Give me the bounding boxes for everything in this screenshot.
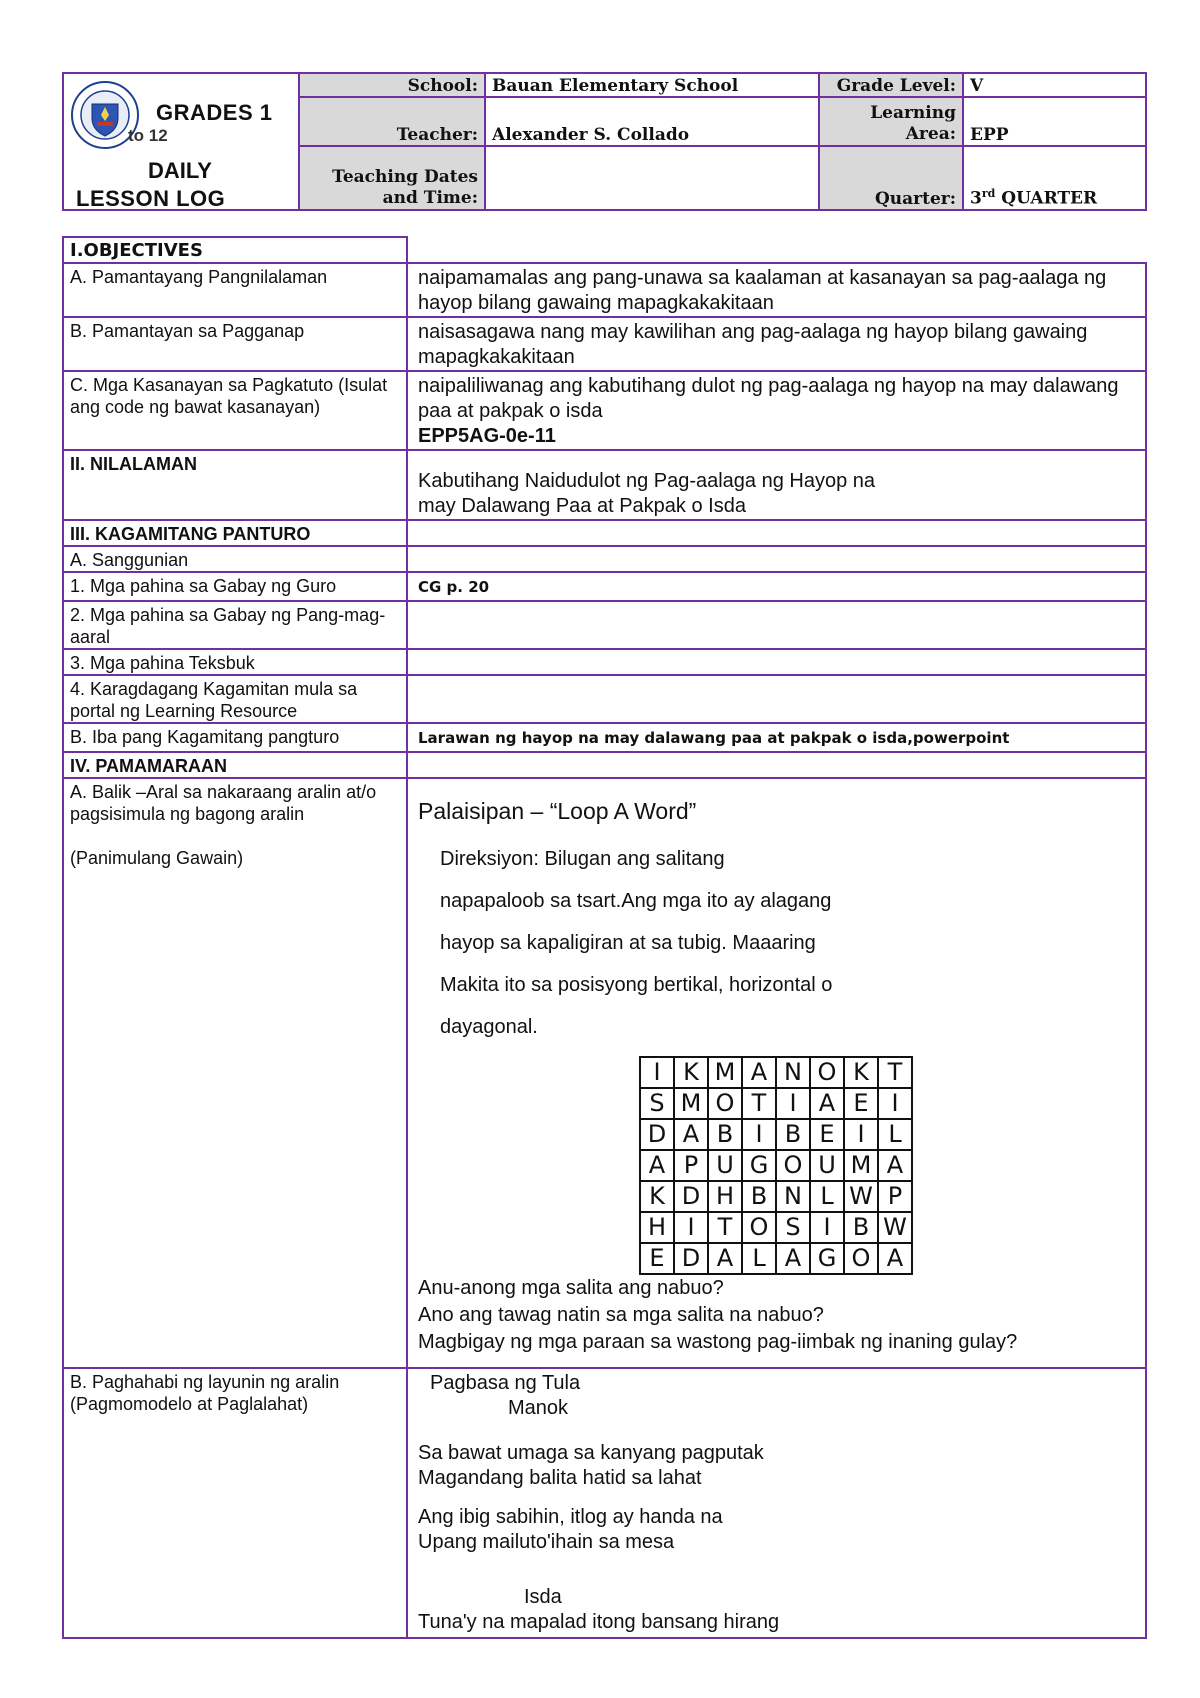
- word-grid-cell[interactable]: K: [674, 1057, 708, 1088]
- question-2: Ano ang tawag natin sa mga salita na nabuo?: [418, 1304, 824, 1326]
- word-grid-cell[interactable]: I: [742, 1119, 776, 1150]
- other-materials-value: Larawan ng hayop na may dalawang paa at pakpak o isda,powerpoint: [407, 723, 1146, 752]
- word-grid-cell[interactable]: W: [844, 1181, 878, 1212]
- poem-line-4: Upang mailuto'ihain sa mesa: [418, 1531, 675, 1553]
- header-table: [62, 72, 1147, 211]
- word-grid-cell[interactable]: K: [844, 1057, 878, 1088]
- word-grid-cell[interactable]: I: [674, 1212, 708, 1243]
- materials-heading-blank: [407, 520, 1146, 546]
- textbook-label: 3. Mga pahina Teksbuk: [63, 649, 407, 675]
- competency-label: C. Mga Kasanayan sa Pagkatuto (Isulat ang code ng bawat kasanayan): [63, 371, 407, 450]
- word-grid: [639, 1056, 913, 1275]
- puzzle-title: Palaisipan – “Loop A Word”: [418, 798, 697, 824]
- word-grid-row: [640, 1212, 912, 1243]
- competency-code: EPP5AG-0e-11: [418, 425, 556, 447]
- word-grid-cell[interactable]: H: [640, 1212, 674, 1243]
- question-1: Anu-anong mga salita ang nabuo?: [418, 1277, 724, 1299]
- dates-value[interactable]: [485, 146, 819, 210]
- poem-line-5: Tuna'y na mapalad itong bansang hirang: [418, 1611, 780, 1633]
- word-grid-cell[interactable]: I: [878, 1088, 912, 1119]
- word-grid-cell[interactable]: A: [742, 1057, 776, 1088]
- direction-line-3: hayop sa kapaligiran at sa tubig. Maaaring: [440, 932, 816, 954]
- word-grid-cell[interactable]: I: [810, 1212, 844, 1243]
- word-grid-cell[interactable]: O: [776, 1150, 810, 1181]
- word-grid-cell[interactable]: M: [708, 1057, 742, 1088]
- word-grid-cell[interactable]: I: [640, 1057, 674, 1088]
- word-grid-cell[interactable]: D: [674, 1243, 708, 1274]
- materials-heading: III. KAGAMITANG PANTURO: [63, 520, 407, 546]
- question-3: Magbigay ng mga paraan sa wastong pag-iimbak ng inaning gulay?: [418, 1331, 1018, 1353]
- word-grid-cell[interactable]: E: [640, 1243, 674, 1274]
- teacher-guide-value: CG p. 20: [407, 572, 1146, 601]
- learner-guide-value: [407, 601, 1146, 649]
- word-grid-cell[interactable]: B: [844, 1212, 878, 1243]
- word-grid-cell[interactable]: M: [674, 1088, 708, 1119]
- dates-label-line-1: Teaching Dates: [332, 167, 478, 187]
- dates-label: [299, 146, 485, 210]
- direction-line-2: napapaloob sa tsart.Ang mga ito ay alagang: [440, 890, 832, 912]
- word-grid-cell[interactable]: A: [674, 1119, 708, 1150]
- word-grid-cell[interactable]: I: [776, 1088, 810, 1119]
- word-grid-cell[interactable]: L: [810, 1181, 844, 1212]
- objectives-heading: I.OBJECTIVES: [63, 237, 407, 263]
- word-grid-cell[interactable]: G: [742, 1150, 776, 1181]
- area-value: EPP: [963, 97, 1146, 146]
- grade-label: Grade Level:: [819, 73, 963, 97]
- quarter-label: Quarter:: [819, 146, 963, 210]
- word-grid-cell[interactable]: O: [708, 1088, 742, 1119]
- word-grid-cell[interactable]: M: [844, 1150, 878, 1181]
- word-grid-cell[interactable]: L: [878, 1119, 912, 1150]
- quarter-value: [963, 146, 1146, 210]
- quarter-num: 3: [970, 189, 982, 209]
- word-grid-cell[interactable]: E: [810, 1119, 844, 1150]
- area-label: [819, 97, 963, 146]
- teacher-label: Teacher:: [299, 97, 485, 146]
- word-grid-row: [640, 1243, 912, 1274]
- word-grid-cell[interactable]: A: [810, 1088, 844, 1119]
- poem-title-isda: Isda: [524, 1586, 562, 1608]
- word-grid-cell[interactable]: N: [776, 1181, 810, 1212]
- word-grid-cell[interactable]: D: [640, 1119, 674, 1150]
- portal-value: [407, 675, 1146, 723]
- word-grid-row: [640, 1150, 912, 1181]
- word-grid-cell[interactable]: N: [776, 1057, 810, 1088]
- word-grid-cell[interactable]: S: [640, 1088, 674, 1119]
- review-sublabel: (Panimulang Gawain): [70, 848, 244, 868]
- word-grid-row: [640, 1119, 912, 1150]
- word-grid-cell[interactable]: A: [878, 1243, 912, 1274]
- word-grid-cell[interactable]: O: [810, 1057, 844, 1088]
- teacher-guide-label: 1. Mga pahina sa Gabay ng Guro: [63, 572, 407, 601]
- word-grid-cell[interactable]: E: [844, 1088, 878, 1119]
- review-label: A. Balik –Aral sa nakaraang aralin at/o pagsisimula ng bagong aralin: [70, 782, 377, 824]
- procedure-heading: IV. PAMAMARAAN: [63, 752, 407, 778]
- word-grid-cell[interactable]: L: [742, 1243, 776, 1274]
- word-grid-row: [640, 1181, 912, 1212]
- review-label-cell: [63, 778, 407, 1368]
- word-grid-cell[interactable]: B: [776, 1119, 810, 1150]
- competency-cell: [407, 371, 1146, 450]
- title-line-1: GRADES 1: [156, 100, 273, 125]
- poem-title-manok: Manok: [508, 1397, 569, 1419]
- word-grid-cell[interactable]: B: [742, 1181, 776, 1212]
- word-grid-cell[interactable]: I: [844, 1119, 878, 1150]
- references-value: [407, 546, 1146, 572]
- lesson-table: [62, 236, 1147, 1639]
- competency-value: naipaliliwanag ang kabutihang dulot ng pag-aalaga ng hayop na may dalawang paa at pakpak o isda: [418, 375, 1119, 422]
- area-label-line-1: Learning: [870, 103, 956, 124]
- lesson-purpose-label: B. Paghahabi ng layunin ng aralin (Pagmomodelo at Paglalahat): [63, 1368, 407, 1638]
- word-grid-cell[interactable]: A: [708, 1243, 742, 1274]
- title-line-4: LESSON LOG: [76, 186, 226, 211]
- title-line-3: DAILY: [148, 158, 212, 183]
- content-standard-value: naipamamalas ang pang-unawa sa kaalaman at kasanayan sa pag-aalaga ng hayop bilang gawaing mapagkakakitaan: [407, 263, 1146, 317]
- word-grid-cell[interactable]: W: [878, 1212, 912, 1243]
- word-grid-cell[interactable]: U: [708, 1150, 742, 1181]
- word-grid-cell[interactable]: G: [810, 1243, 844, 1274]
- word-grid-cell[interactable]: O: [742, 1212, 776, 1243]
- word-grid-cell[interactable]: T: [742, 1088, 776, 1119]
- review-cell: [407, 778, 1146, 1368]
- poem-heading: Pagbasa ng Tula: [430, 1372, 581, 1394]
- performance-standard-label: B. Pamantayan sa Pagganap: [63, 317, 407, 371]
- learner-guide-label: 2. Mga pahina sa Gabay ng Pang-mag-aaral: [63, 601, 407, 649]
- content-cell: [407, 450, 1146, 520]
- content-heading: II. NILALAMAN: [63, 450, 407, 520]
- poem-cell: [407, 1368, 1146, 1638]
- content-line-2: may Dalawang Paa at Pakpak o Isda: [418, 495, 746, 517]
- word-grid-cell[interactable]: T: [708, 1212, 742, 1243]
- content-standard-label: A. Pamantayang Pangnilalaman: [63, 263, 407, 317]
- portal-label: 4. Karagdagang Kagamitan mula sa portal ng Learning Resource: [63, 675, 407, 723]
- quarter-sup: rd: [981, 187, 996, 201]
- grade-value: V: [963, 73, 1146, 97]
- word-grid-cell[interactable]: A: [776, 1243, 810, 1274]
- textbook-value: [407, 649, 1146, 675]
- other-materials-label: B. Iba pang Kagamitang pangturo: [63, 723, 407, 752]
- procedure-heading-blank: [407, 752, 1146, 778]
- word-grid-row: [640, 1088, 912, 1119]
- area-label-line-2: Area:: [905, 124, 956, 145]
- references-label: A. Sanggunian: [63, 546, 407, 572]
- word-grid-cell[interactable]: B: [708, 1119, 742, 1150]
- poem-line-3: Ang ibig sabihin, itlog ay handa na: [418, 1506, 723, 1528]
- content-line-1: Kabutihang Naidudulot ng Pag-aalaga ng Hayop na: [418, 470, 876, 492]
- word-grid-cell[interactable]: K: [640, 1181, 674, 1212]
- word-grid-cell[interactable]: P: [674, 1150, 708, 1181]
- teacher-value: Alexander S. Collado: [485, 97, 819, 146]
- word-grid-cell[interactable]: S: [776, 1212, 810, 1243]
- poem-line-1: Sa bawat umaga sa kanyang pagputak: [418, 1442, 764, 1464]
- word-grid-cell[interactable]: D: [674, 1181, 708, 1212]
- poem-line-2: Magandang balita hatid sa lahat: [418, 1467, 702, 1489]
- word-grid-cell[interactable]: U: [810, 1150, 844, 1181]
- direction-line-1: Direksiyon: Bilugan ang salitang: [440, 848, 725, 870]
- word-grid-cell[interactable]: A: [878, 1150, 912, 1181]
- dates-label-line-2: and Time:: [382, 188, 478, 208]
- title-line-2: to 12: [128, 126, 168, 145]
- title-cell: [63, 73, 299, 210]
- word-grid-cell[interactable]: O: [844, 1243, 878, 1274]
- performance-standard-value: naisasagawa nang may kawilihan ang pag-aalaga ng hayop bilang gawaing mapagkakakitaan: [407, 317, 1146, 371]
- school-value: Bauan Elementary School: [485, 73, 819, 97]
- direction-line-4: Makita ito sa posisyong bertikal, horizontal o: [440, 974, 833, 996]
- word-grid-cell[interactable]: P: [878, 1181, 912, 1212]
- word-grid-cell[interactable]: T: [878, 1057, 912, 1088]
- quarter-rest: QUARTER: [995, 189, 1098, 209]
- word-grid-cell[interactable]: H: [708, 1181, 742, 1212]
- word-grid-cell[interactable]: A: [640, 1150, 674, 1181]
- objectives-heading-blank: [407, 237, 1146, 263]
- word-grid-row: [640, 1057, 912, 1088]
- direction-line-5: dayagonal.: [440, 1016, 538, 1038]
- school-label: School:: [299, 73, 485, 97]
